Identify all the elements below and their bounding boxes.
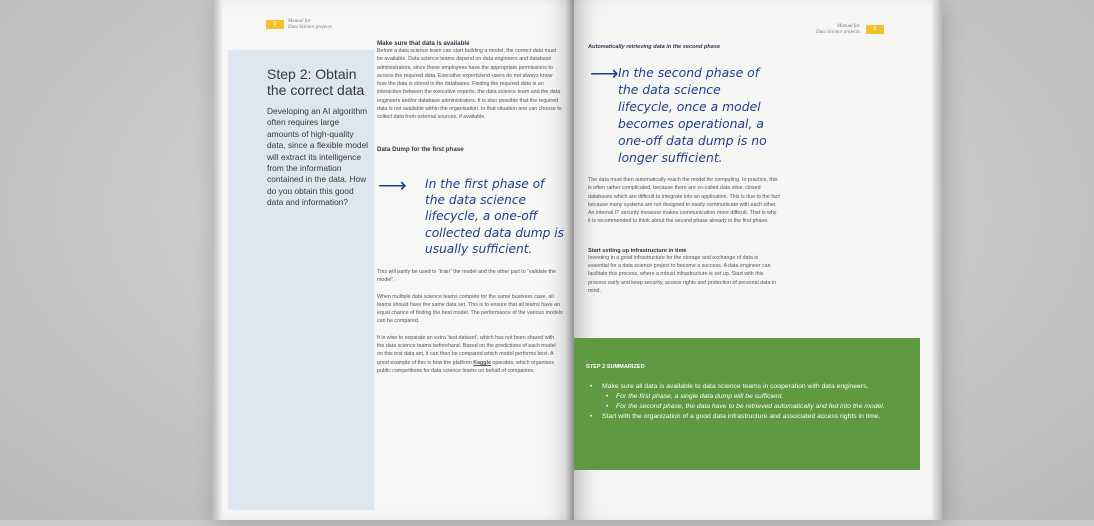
bullet-icon: • — [590, 383, 593, 390]
right-main-column — [588, 44, 784, 50]
right-page-number: 9 — [866, 25, 884, 34]
arrow-right-icon: ⟶ — [378, 175, 407, 197]
paragraph: This will partly be used to “train” the model and the other part to “validate the model”. — [377, 269, 557, 284]
step-title: Step 2: Obtain the correct data — [267, 66, 365, 98]
section-heading: Start setting up infrastructure in time — [588, 247, 687, 254]
right-page — [574, 0, 932, 520]
section-heading: Automatically retrieving data in the second phase — [588, 44, 721, 50]
bullet-icon: • — [606, 403, 609, 410]
summary-item-text: Start with the organization of a good data infrastructure and associated access rights in time. — [602, 413, 881, 420]
pull-quote: In the second phase of the data science lifecycle, once a model becomes operational, a one-off data dump is no longer sufficient. — [618, 65, 767, 165]
arrow-right-icon: ⟶ — [590, 63, 619, 85]
section-heading: Make sure that data is available — [377, 40, 470, 47]
paragraph: The data must then automatically reach the model for computing. In practice, this is often rather complicated, because there are so-called data silos: closed databases which are difficult to integrate into an application. This is due to the fact because many systems are not designed to easily communicate with each other. An internal IT security measure makes communication more difficult. That is why it is recommended to think about the second phase already in the first phase. — [588, 177, 780, 225]
running-head-line: Data Science projects — [288, 25, 332, 30]
kaggle-link[interactable]: Kaggle — [473, 359, 491, 366]
running-head-line: Data Science projects — [816, 30, 860, 35]
summary-box — [574, 338, 920, 470]
summary-subitem — [586, 402, 906, 412]
pull-quote: In the first phase of the data science lifecycle, a one-off collected data dump is usually sufficient. — [425, 177, 565, 256]
left-main-column — [377, 40, 563, 153]
running-head-line: Manual for — [288, 19, 311, 24]
section-heading: Data Dump for the first phase — [377, 145, 464, 153]
running-head-line: Manual for — [837, 24, 860, 29]
left-page-number: 8 — [266, 20, 284, 29]
summary-item-text: Make sure all data is available to data science teams in cooperation with data engineers. — [602, 383, 869, 390]
paragraph — [377, 334, 563, 375]
summary-item — [586, 412, 906, 422]
page-edge-left — [212, 0, 222, 520]
paragraph-text: It is wise to separate an extra ‘test dataset’, which has not been shared with the data science teams beforehand. Based on the predictions of each model on this test data set, it can then be compared which model performs best. A good example of this is how the platform — [377, 334, 556, 366]
paragraph: When multiple data science teams compete for the same business case, all teams should have the same data set. This is to ensure that all teams have an equal chance of finding the best model. The performance of the various models can be compared. — [377, 293, 563, 325]
paragraph: Investing in a good infrastructure for the storage and exchange of data is essential for a data science project to become a success. A data engineer can facilitate this process, where a robust infrastructure is set up. Start with this process early and keep security, access rights and protection of personal data in mind. — [588, 254, 777, 294]
summary-subitem — [586, 392, 906, 402]
summary-title: STEP 2 SUMMARIZED — [586, 364, 645, 370]
right-running-head — [816, 24, 860, 36]
section-body: Before a data science team can start building a model, the correct data must be available. Data science teams depend on data engineers and database administrators, since these employees have the appropriate permissions to access the required data. Executive experts/end-users do not always know how the data is stored in the databases. Finding the required data is an interaction between the executive experts, the data science team and the data engineers and/or database administrators. It is also possible that the required data is not available within the organisation. In that situation one can choose to collect data from external sources, if available. — [377, 48, 562, 121]
summary-item-text: For the second phase, the data have to be retrieved automatically and fed into the model. — [616, 403, 885, 410]
summary-item-text: For the first phase, a single data dump will be sufficient. — [616, 393, 784, 400]
bullet-icon: • — [606, 393, 609, 400]
left-page — [222, 0, 574, 520]
summary-item — [586, 382, 906, 392]
paragraph-text: operates, which organises public competitions for data science teams on behalf of companies. — [377, 359, 554, 374]
summary-list — [586, 382, 906, 422]
bullet-icon: • — [590, 413, 593, 420]
step-intro: Developing an AI algorithm often requires large amounts of high-quality data, since a flexible model will extract its intelligence from the information contained in the data. How do you obtain this good data and information? — [267, 106, 369, 208]
page-edge-right — [932, 0, 942, 520]
left-lower-column — [377, 268, 563, 375]
left-running-head — [288, 19, 332, 31]
right-lower-column — [588, 176, 780, 295]
